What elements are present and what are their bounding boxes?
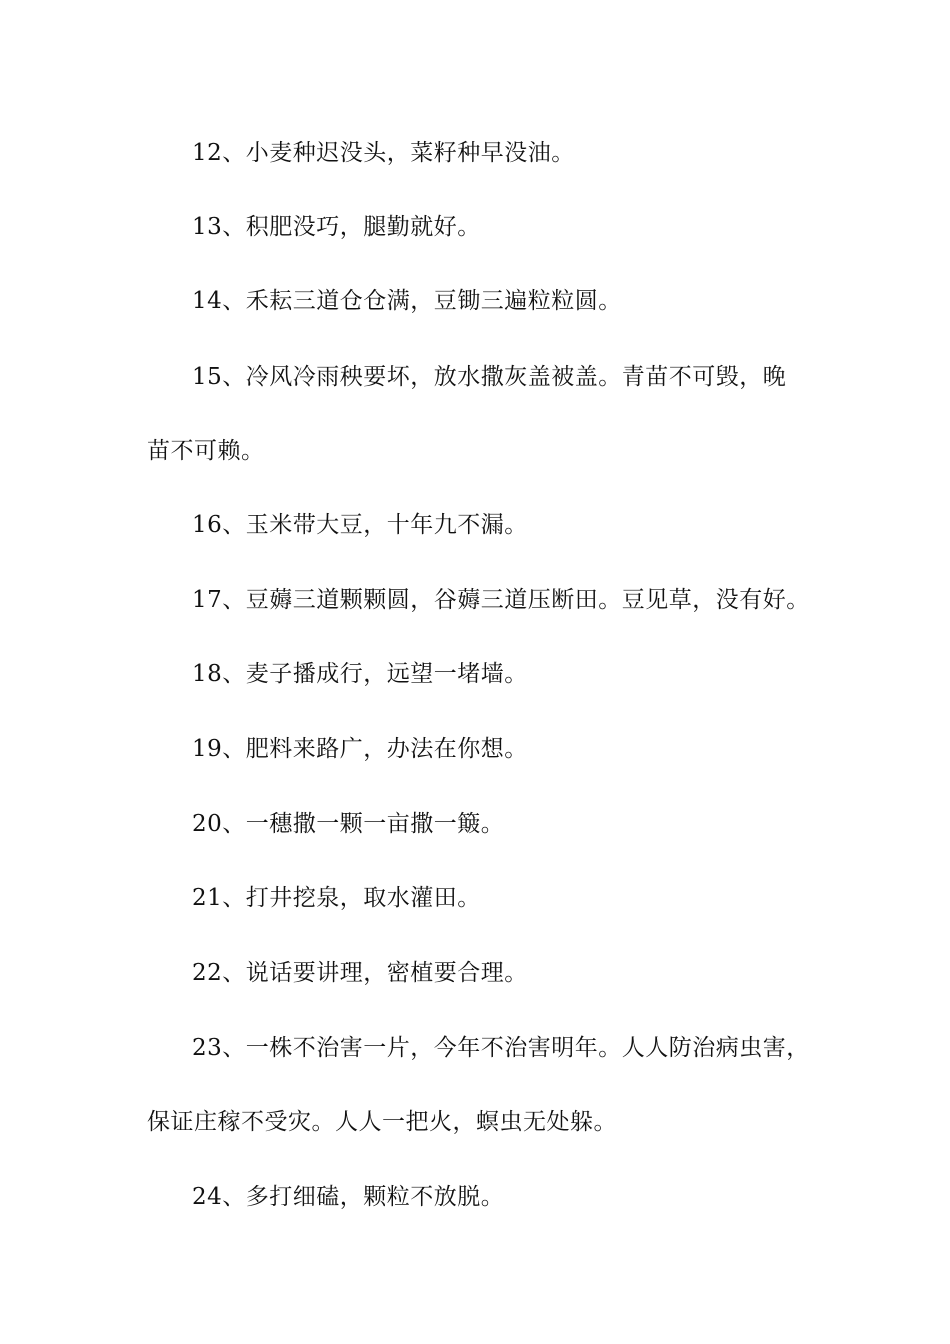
proverb-16: 16、玉米带大豆，十年九不漏。 — [192, 512, 528, 538]
proverb-22: 22、说话要讲理，密植要合理。 — [192, 960, 528, 986]
proverb-23: 23、一株不治害一片，今年不治害明年。人人防治病虫害， — [192, 1035, 810, 1061]
proverb-14: 14、禾耘三道仓仓满，豆锄三遍粒粒圆。 — [192, 288, 622, 314]
proverb-21: 21、打井挖泉，取水灌田。 — [192, 885, 481, 911]
proverb-18: 18、麦子播成行，远望一堵墙。 — [192, 661, 528, 687]
proverb-20: 20、一穗撒一颗一亩撒一簸。 — [192, 811, 505, 837]
proverb-17: 17、豆薅三道颗颗圆，谷薅三道压断田。豆见草，没有好。 — [192, 587, 810, 613]
proverb-23-continued: 保证庄稼不受灾。人人一把火，螟虫无处躲。 — [147, 1109, 617, 1135]
proverb-15-continued: 苗不可赖。 — [147, 438, 265, 464]
proverb-19: 19、肥料来路广，办法在你想。 — [192, 736, 528, 762]
proverb-12: 12、小麦种迟没头，菜籽种早没油。 — [192, 140, 575, 166]
proverb-24: 24、多打细磕，颗粒不放脱。 — [192, 1184, 505, 1210]
proverb-13: 13、积肥没巧，腿勤就好。 — [192, 214, 481, 240]
proverb-15: 15、冷风冷雨秧要坏，放水撒灰盖被盖。青苗不可毁，晚 — [192, 364, 787, 390]
